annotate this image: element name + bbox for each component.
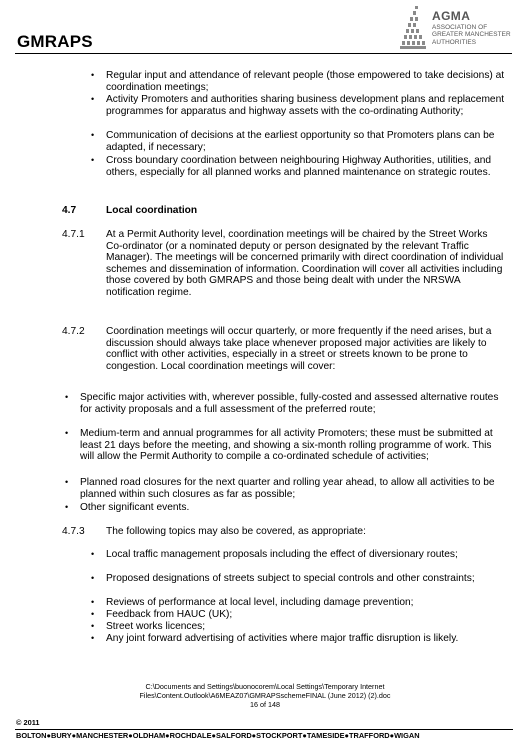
bullet-icon: • xyxy=(91,573,95,583)
paragraph-text: The following topics may also be covered, as appropriate: xyxy=(106,526,366,537)
list-item: Proposed designations of streets subject to special controls and other constraints; xyxy=(106,573,475,584)
logo-subtitle-line: AUTHORITIES xyxy=(432,38,477,46)
bullet-icon: • xyxy=(91,621,95,631)
footer-path-line: Files\Content.Outlook\A6MEAZ07\GMRAPSschemeFINAL (June 2012) (2).doc xyxy=(139,691,391,700)
paragraph-number: 4.7.3 xyxy=(62,526,85,537)
bullet-icon: • xyxy=(65,392,69,402)
paragraph-number: 4.7.1 xyxy=(62,229,85,240)
logo-name: AGMA xyxy=(432,9,471,23)
list-item: Regular input and attendance of relevant people (those empowered to take decisions) at coordination meetings; xyxy=(106,70,505,93)
page-header-title: GMRAPS xyxy=(17,32,93,51)
paragraph-text: Coordination meetings will occur quarterly, or more frequently if the need arises, but a discussion should always take place whenever proposed major activities are likely to conflict with other activities, especially in a street or streets known to be prone to congestion. Local coordination meetings will cover: xyxy=(106,326,492,372)
bullet-icon: • xyxy=(65,428,69,438)
list-item: Other significant events. xyxy=(80,502,190,513)
footer-path-line: C:\Documents and Settings\buonocorem\Local Settings\Temporary Internet xyxy=(145,682,385,691)
bullet-icon: • xyxy=(91,94,95,104)
header-divider xyxy=(15,53,512,54)
list-item: Feedback from HAUC (UK); xyxy=(106,609,233,620)
bullet-icon: • xyxy=(91,70,95,80)
copyright-notice: © 2011 xyxy=(16,718,40,727)
page-number: 16 of 148 xyxy=(250,700,280,709)
list-item: Specific major activities with, wherever possible, fully-costed and assessed alternative routes for activity proposals and a full assessment of the preferred route; xyxy=(80,392,499,415)
bullet-icon: • xyxy=(91,609,95,619)
paragraph-text: At a Permit Authority level, coordination meetings will be chaired by the Street Works Co-ordinator (or a nominated deputy or person designated by the relevant Traffic Manager). The meetings will be concerned primarily with direct coordination of individual schemes and dissemination of information. Coordination will cover all activities including those covered by both GMRAPS and those being dealt with under the NRSWA notification regime. xyxy=(106,229,504,298)
list-item: Street works licences; xyxy=(106,621,206,632)
bullet-icon: • xyxy=(91,155,95,165)
list-item: Local traffic management proposals including the effect of diversionary routes; xyxy=(106,549,458,560)
list-item: Cross boundary coordination between neighbouring Highway Authorities, utilities, and others, especially for all planned works and planned maintenance on strategic routes. xyxy=(106,155,492,178)
bullet-icon: • xyxy=(91,633,95,643)
list-item: Medium-term and annual programmes for all activity Promoters; these must be submitted at least 21 days before the meeting, and showing a six-month rolling programme of work. This will allow the Permit Authority to compile a co-ordinated schedule of activities; xyxy=(80,428,493,463)
bullet-icon: • xyxy=(65,477,69,487)
paragraph-number: 4.7.2 xyxy=(62,326,85,337)
agma-logo xyxy=(398,6,526,52)
logo-subtitle-line: GREATER MANCHESTER xyxy=(432,31,511,39)
section-number: 4.7 xyxy=(62,205,77,216)
section-title: Local coordination xyxy=(106,205,198,216)
footer-divider xyxy=(15,729,513,730)
bullet-icon: • xyxy=(91,549,95,559)
logo-subtitle xyxy=(432,24,511,46)
logo-subtitle-line: ASSOCIATION OF xyxy=(432,24,488,31)
agma-logo-mark-icon xyxy=(398,6,428,50)
list-item: Planned road closures for the next quarter and rolling year ahead, to allow all activities to be planned within such closures as far as possible; xyxy=(80,477,495,500)
list-item: Activity Promoters and authorities sharing business development plans and replacement programmes for apparatus and highway assets with the co-ordinating Authority; xyxy=(106,94,505,117)
list-item: Reviews of performance at local level, including damage prevention; xyxy=(106,597,414,608)
list-item: Any joint forward advertising of activities where major traffic disruption is likely. xyxy=(106,633,459,644)
bullet-icon: • xyxy=(91,597,95,607)
list-item: Communication of decisions at the earliest opportunity so that Promoters plans can be adapted, if necessary; xyxy=(106,130,495,153)
borough-list: BOLTON●BURY●MANCHESTER●OLDHAM●ROCHDALE●SALFORD●STOCKPORT●TAMESIDE●TRAFFORD●WIGAN xyxy=(16,731,420,740)
bullet-icon: • xyxy=(65,502,69,512)
bullet-icon: • xyxy=(91,130,95,140)
footer-file-path xyxy=(100,682,430,709)
